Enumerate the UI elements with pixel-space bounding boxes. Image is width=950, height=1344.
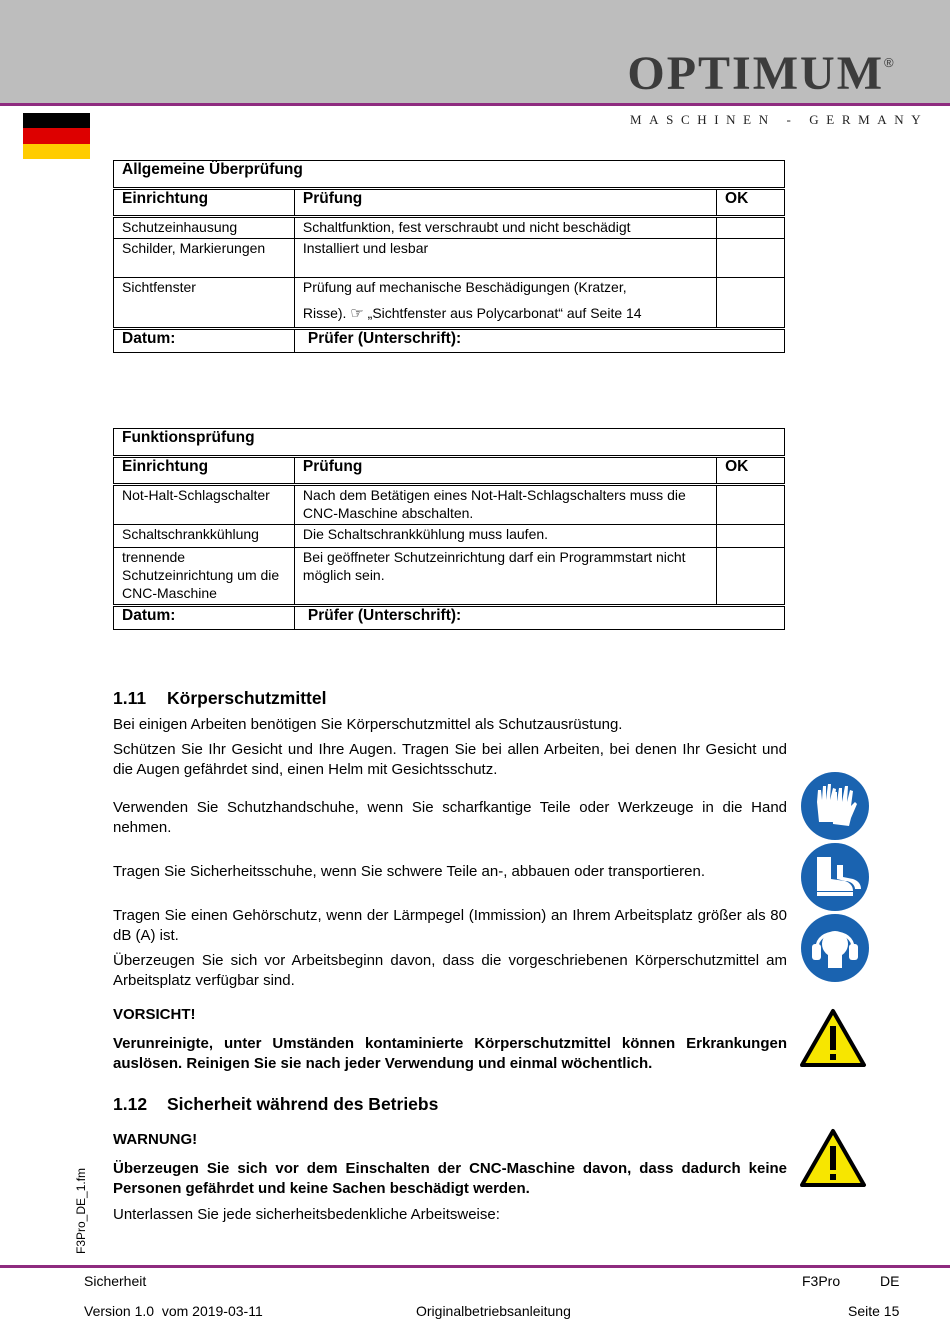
footer-page-number: Seite 15 — [848, 1303, 900, 1319]
footer-version: Version 1.0 vom 2019-03-11 — [84, 1303, 263, 1319]
header-divider — [0, 103, 950, 106]
paragraph: Unterlassen Sie jede sicherheitsbedenkliche Arbeitsweise: — [113, 1206, 500, 1223]
footer-language: DE — [880, 1273, 900, 1289]
brand-logo: OPTIMUM — [627, 47, 884, 100]
ok-cell[interactable] — [717, 548, 785, 606]
german-flag-icon — [23, 113, 90, 159]
function-test-table — [113, 428, 785, 630]
column-header: Einrichtung — [114, 189, 295, 217]
general-inspection-table — [113, 160, 785, 353]
warning-label: WARNUNG! — [113, 1131, 198, 1148]
cross-reference-link[interactable]: „Sichtfenster aus Polycarbonat“ auf Seite 14 — [367, 305, 642, 321]
footer-divider — [0, 1265, 950, 1268]
warning-triangle-icon — [799, 1008, 867, 1068]
table-title: Funktionsprüfung — [114, 429, 785, 457]
caution-text: Verunreinigte, unter Umständen kontaminierte Körperschutzmittel können Erkrankungen auslösen. Reinigen Sie sie nach jeder Verwendung und einmal wöchentlich. — [113, 1035, 787, 1072]
section-heading: 1.12 Sicherheit während des Betriebs — [113, 1094, 439, 1114]
footer-section: Sicherheit — [84, 1273, 147, 1289]
brand-tagline: MASCHINEN - GERMANY — [630, 112, 929, 127]
paragraph: Tragen Sie Sicherheitsschuhe, wenn Sie schwere Teile an-, abbauen oder transportieren. — [113, 863, 706, 880]
ok-cell[interactable] — [717, 278, 785, 329]
footer-doc-type: Originalbetriebsanleitung — [416, 1303, 571, 1319]
table-row: Schaltschrankkühlung Die Schaltschrankkühlung muss laufen. — [114, 525, 785, 548]
inspector-signature-label: Prüfer (Unterschrift): — [294, 329, 784, 353]
ear-protection-icon — [801, 914, 869, 982]
table-row: trennende Schutzeinrichtung um die CNC-Maschine Bei geöffneter Schutzeinrichtung darf ein Programmstart nicht möglich sein. — [114, 548, 785, 606]
warning-triangle-icon — [799, 1128, 867, 1188]
table-row: Sichtfenster Prüfung auf mechanische Beschädigungen (Kratzer, Risse). ☞ „Sichtfenster aus Polycarbonat“ auf Seite 14 — [114, 278, 785, 329]
table-row: Schilder, Markierungen Installiert und lesbar — [114, 239, 785, 278]
table-row: Not-Halt-Schlagschalter Nach dem Betätigen eines Not-Halt-Schlagschalters muss die CNC-Maschine abschalten. — [114, 485, 785, 525]
gloves-icon — [801, 772, 869, 840]
section-heading: 1.11 Körperschutzmittel — [113, 688, 327, 708]
column-header: Prüfung — [294, 189, 716, 217]
column-header: OK — [717, 457, 785, 485]
paragraph: Überzeugen Sie sich vor Arbeitsbeginn davon, dass die vorgeschriebenen Körperschutzmittel am Arbeitsplatz verfügbar sind. — [113, 952, 787, 989]
safety-boots-icon — [801, 843, 869, 911]
table-title: Allgemeine Überprüfung — [114, 161, 785, 189]
column-header: OK — [717, 189, 785, 217]
paragraph: Schützen Sie Ihr Gesicht und Ihre Augen. Tragen Sie bei allen Arbeiten, bei denen Ihr Gesicht und die Augen gefährdet sind, einen Helm mit Gesichtsschutz. — [113, 741, 787, 778]
footer-model: F3Pro — [802, 1273, 841, 1289]
side-filename: F3Pro_DE_1.fm — [74, 1167, 88, 1254]
registered-mark: ® — [884, 55, 894, 70]
paragraph: Tragen Sie einen Gehörschutz, wenn der Lärmpegel (Immission) an Ihrem Arbeitsplatz größer als 80 dB (A) ist. — [113, 907, 787, 944]
table-row: Schutzeinhausung Schaltfunktion, fest verschraubt und nicht beschädigt — [114, 217, 785, 239]
paragraph: Verwenden Sie Schutzhandschuhe, wenn Sie scharfkantige Teile oder Werkzeuge in die Hand nehmen. — [113, 799, 787, 836]
warning-text: Überzeugen Sie sich vor dem Einschalten der CNC-Maschine davon, dass dadurch keine Personen gefährdet und keine Sachen beschädigt werden. — [113, 1160, 787, 1197]
ok-cell[interactable] — [717, 485, 785, 525]
pointing-hand-icon: ☞ — [350, 305, 364, 322]
column-header: Einrichtung — [114, 457, 295, 485]
ok-cell[interactable] — [717, 217, 785, 239]
inspector-signature-label: Prüfer (Unterschrift): — [294, 606, 784, 630]
ok-cell[interactable] — [717, 239, 785, 278]
date-label: Datum: — [114, 329, 295, 353]
caution-label: VORSICHT! — [113, 1006, 196, 1023]
paragraph: Bei einigen Arbeiten benötigen Sie Körperschutzmittel als Schutzausrüstung. — [113, 716, 623, 733]
date-label: Datum: — [114, 606, 295, 630]
column-header: Prüfung — [294, 457, 716, 485]
ok-cell[interactable] — [717, 525, 785, 548]
